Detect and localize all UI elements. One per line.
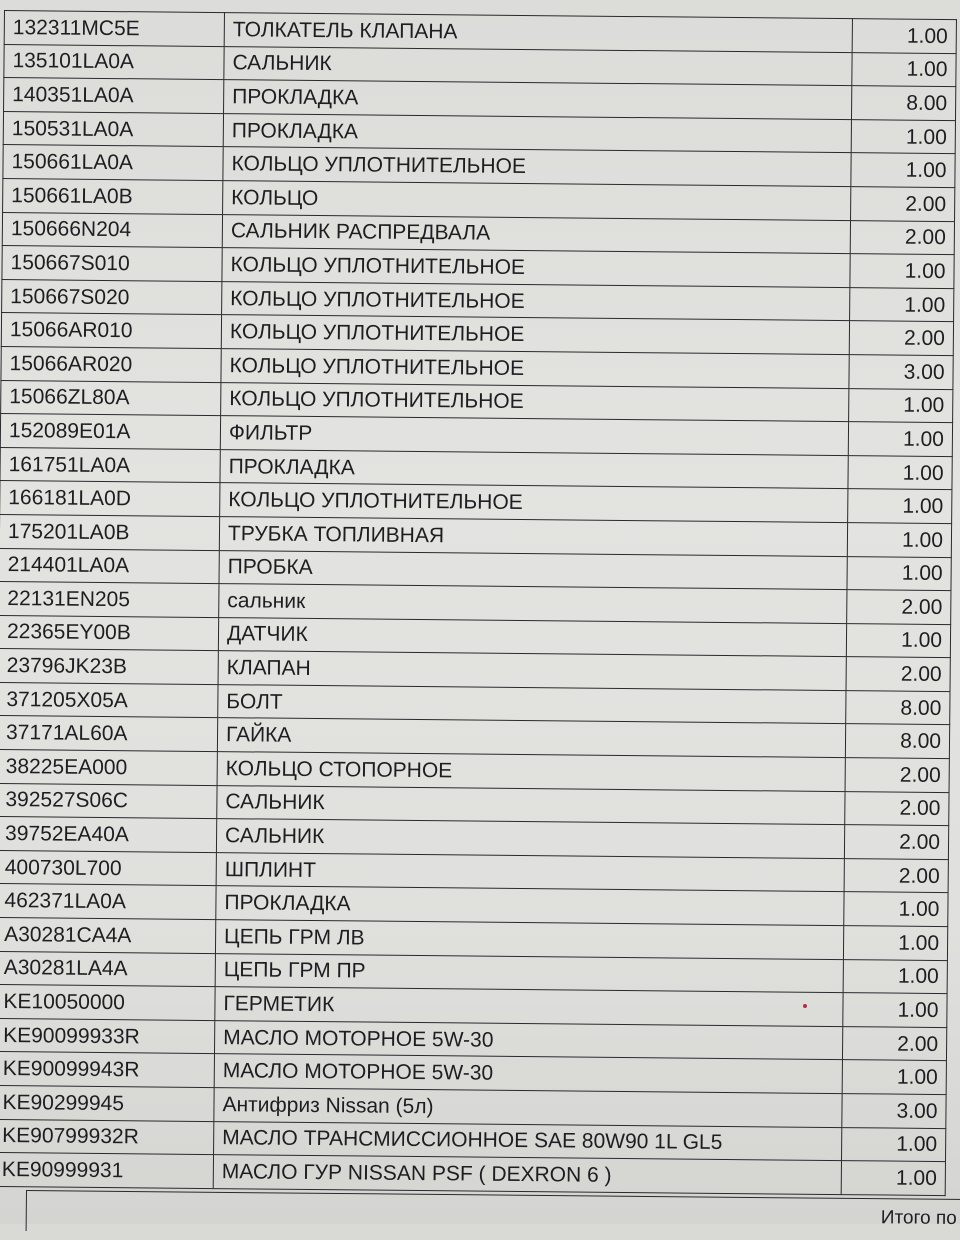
part-name-cell: МАСЛО МОТОРНОЕ 5W-30 [214,1020,842,1060]
part-name-cell: КОЛЬЦО СТОПОРНОЕ [217,752,845,792]
part-name-cell: САЛЬНИК [216,819,844,859]
quantity-cell: 2.00 [849,321,953,356]
part-code-cell: 150666N204 [2,212,222,248]
part-code-cell: KE90099933R [0,1018,215,1054]
quantity-cell: 2.00 [850,220,954,255]
quantity-cell: 2.00 [846,657,950,692]
part-code-cell: 15066AR020 [1,346,221,382]
parts-table-body [0,11,956,1196]
part-name-cell: КОЛЬЦО УПЛОТНИТЕЛЬНОЕ [222,248,850,288]
quantity-cell: 8.00 [851,86,955,121]
quantity-cell: 2.00 [844,825,948,860]
part-name-cell: ШПЛИНТ [216,852,844,892]
part-code-cell: KE90799932R [0,1119,214,1155]
part-name-cell: ПРОКЛАДКА [223,113,851,153]
part-name-cell: САЛЬНИК РАСПРЕДВАЛА [222,214,850,254]
quantity-cell: 1.00 [852,52,956,87]
part-code-cell: KE90099943R [0,1052,214,1088]
part-name-cell: САЛЬНИК [224,46,852,86]
part-name-cell: ЦЕПЬ ГРМ ЛВ [215,920,843,960]
part-code-cell: 22131EN205 [0,582,219,618]
part-name-cell: ГЕРМЕТИК [215,987,843,1027]
part-name-cell: ТРУБКА ТОПЛИВНАЯ [219,516,847,556]
quantity-cell: 8.00 [846,690,950,725]
parts-table [0,10,957,1196]
part-name-cell: сальник [219,584,847,624]
quantity-cell: 8.00 [845,724,949,759]
quantity-cell: 1.00 [841,1161,945,1196]
part-code-cell: 371205X05A [0,682,218,718]
part-name-cell: БОЛТ [218,684,846,724]
quantity-cell: 1.00 [846,623,950,658]
part-name-cell: ДАТЧИК [218,617,846,657]
part-name-cell: КОЛЬЦО [223,181,851,221]
quantity-cell: 1.00 [841,1127,945,1162]
part-code-cell: 166181LA0D [0,481,220,517]
quantity-cell: 1.00 [852,19,956,54]
total-label: Итого по [880,1207,957,1229]
part-name-cell: МАСЛО ГУР NISSAN PSF ( DEXRON 6 ) [213,1155,841,1195]
quantity-cell: 1.00 [847,556,951,591]
part-name-cell: Антифриз Nissan (5л) [214,1088,842,1128]
part-name-cell: ЦЕПЬ ГРМ ПР [215,953,843,993]
part-name-cell: МАСЛО ТРАНСМИССИОННОЕ SAE 80W90 1L GL5 [214,1121,842,1161]
part-name-cell: ГАЙКА [217,718,845,758]
quantity-cell: 1.00 [848,455,952,490]
quantity-cell: 1.00 [843,993,947,1028]
quantity-cell: 1.00 [851,153,955,188]
part-name-cell: ПРОКЛАДКА [216,886,844,926]
part-name-cell: КОЛЬЦО УПЛОТНИТЕЛЬНОЕ [221,315,849,355]
part-code-cell: A30281LA4A [0,951,215,987]
part-code-cell: 150667S010 [2,246,222,282]
part-code-cell: 15066ZL80A [1,380,221,416]
part-code-cell: 462371LA0A [0,884,216,920]
part-name-cell: ФИЛЬТР [220,416,848,456]
part-name-cell: МАСЛО МОТОРНОЕ 5W-30 [214,1054,842,1094]
quantity-cell: 3.00 [849,355,953,390]
part-code-cell: 23796JK23B [0,649,218,685]
part-name-cell: КОЛЬЦО УПЛОТНИТЕЛЬНОЕ [220,483,848,523]
part-name-cell: КЛАПАН [218,651,846,691]
quantity-cell: 1.00 [851,119,955,154]
part-code-cell: 161751LA0A [0,447,220,483]
part-code-cell: 152089E01A [0,414,220,450]
part-code-cell: 150667S020 [2,279,222,315]
part-code-cell: KE10050000 [0,985,215,1021]
quantity-cell: 1.00 [848,422,952,457]
part-name-cell: ТОЛКАТЕЛЬ КЛАПАНА [224,13,852,53]
part-code-cell: 37171AL60A [0,716,218,752]
part-code-cell: 214401LA0A [0,548,219,584]
quantity-cell: 2.00 [847,590,951,625]
quantity-cell: 1.00 [843,926,947,961]
part-code-cell: A30281CA4A [0,917,216,953]
quantity-cell: 1.00 [849,388,953,423]
part-code-cell: 39752EA40A [0,817,217,853]
part-name-cell: ПРОКЛАДКА [220,449,848,489]
part-name-cell: САЛЬНИК [217,785,845,825]
quantity-cell: 2.00 [851,187,955,222]
part-code-cell: 132311MC5E [4,11,224,47]
quantity-cell: 1.00 [843,959,947,994]
part-code-cell: 400730L700 [0,850,216,886]
quantity-cell: 1.00 [842,1060,946,1095]
part-name-cell: КОЛЬЦО УПЛОТНИТЕЛЬНОЕ [221,349,849,389]
ink-speck [803,1004,807,1008]
part-name-cell: КОЛЬЦО УПЛОТНИТЕЛЬНОЕ [221,382,849,422]
part-code-cell: 175201LA0B [0,514,220,550]
part-code-cell: 150661LA0A [3,145,223,181]
quantity-cell: 2.00 [845,758,949,793]
quantity-cell: 2.00 [842,1026,946,1061]
table-footer [26,1190,960,1240]
part-code-cell: 150661LA0B [3,178,223,214]
quantity-cell: 1.00 [847,523,951,558]
quantity-cell: 1.00 [844,892,948,927]
part-name-cell: КОЛЬЦО УПЛОТНИТЕЛЬНОЕ [223,147,851,187]
quantity-cell: 1.00 [850,254,954,289]
part-name-cell: ПРОБКА [219,550,847,590]
part-code-cell: 150531LA0A [3,111,223,147]
part-code-cell: 22365EY00B [0,615,219,651]
part-code-cell: 38225EA000 [0,750,217,786]
quantity-cell: 2.00 [844,858,948,893]
quantity-cell: 3.00 [842,1094,946,1129]
quantity-cell: 2.00 [845,791,949,826]
part-name-cell: КОЛЬЦО УПЛОТНИТЕЛЬНОЕ [222,281,850,321]
part-code-cell: 392527S06C [0,783,217,819]
part-code-cell: 15066AR010 [1,313,221,349]
quantity-cell: 1.00 [848,489,952,524]
quantity-cell: 1.00 [850,287,954,322]
part-name-cell: ПРОКЛАДКА [224,80,852,120]
part-code-cell: 140351LA0A [4,78,224,114]
part-code-cell: KE90999931 [0,1153,214,1189]
part-code-cell: 135101LA0A [4,44,224,80]
part-code-cell: KE90299945 [0,1085,214,1121]
